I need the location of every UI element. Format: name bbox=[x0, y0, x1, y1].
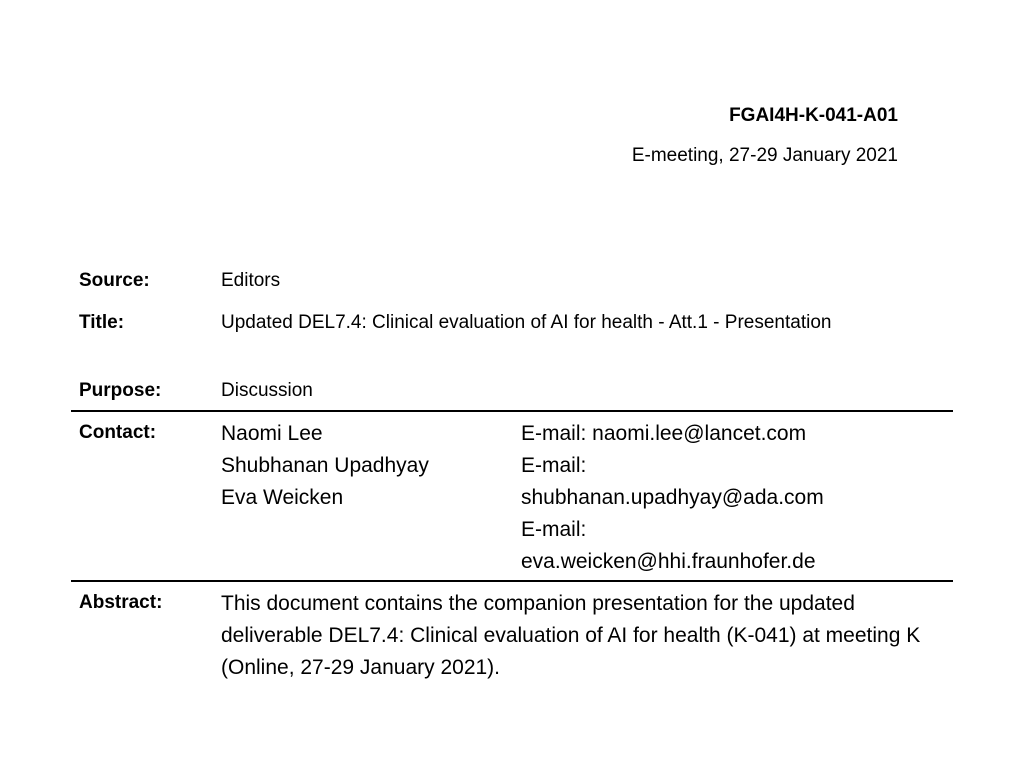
contact-email-line: shubhanan.upadhyay@ada.com bbox=[521, 486, 824, 509]
abstract-label: Abstract: bbox=[79, 592, 163, 613]
contact-emails bbox=[521, 418, 824, 578]
contact-email-line: E-mail: bbox=[521, 518, 587, 541]
source-label: Source: bbox=[79, 270, 150, 291]
contact-email-line: E-mail: bbox=[521, 454, 587, 477]
contact-email-line: eva.weicken@hhi.fraunhofer.de bbox=[521, 550, 816, 573]
contact-name: Shubhanan Upadhyay bbox=[221, 454, 429, 477]
contact-email-line: E-mail: naomi.lee@lancet.com bbox=[521, 422, 807, 445]
purpose-label: Purpose: bbox=[79, 380, 162, 401]
abstract-value: This document contains the companion presentation for the updated deliverable DEL7.4: Clinical evaluation of AI for health (K-041) at meeting K (Online, 27-29 January 2021). bbox=[221, 592, 921, 679]
contact-names bbox=[221, 418, 429, 514]
contact-name: Naomi Lee bbox=[221, 422, 323, 445]
source-value: Editors bbox=[221, 270, 281, 291]
purpose-value: Discussion bbox=[221, 380, 313, 401]
document-number: FGAI4H-K-041-A01 bbox=[729, 105, 898, 126]
title-value: Updated DEL7.4: Clinical evaluation of AI for health - Att.1 - Presentation bbox=[221, 312, 832, 333]
contact-name: Eva Weicken bbox=[221, 486, 344, 509]
contact-label: Contact: bbox=[79, 422, 157, 443]
meeting-info: E-meeting, 27-29 January 2021 bbox=[631, 145, 898, 166]
title-label: Title: bbox=[79, 312, 125, 333]
divider-top bbox=[71, 410, 953, 412]
divider-bottom bbox=[71, 580, 953, 582]
